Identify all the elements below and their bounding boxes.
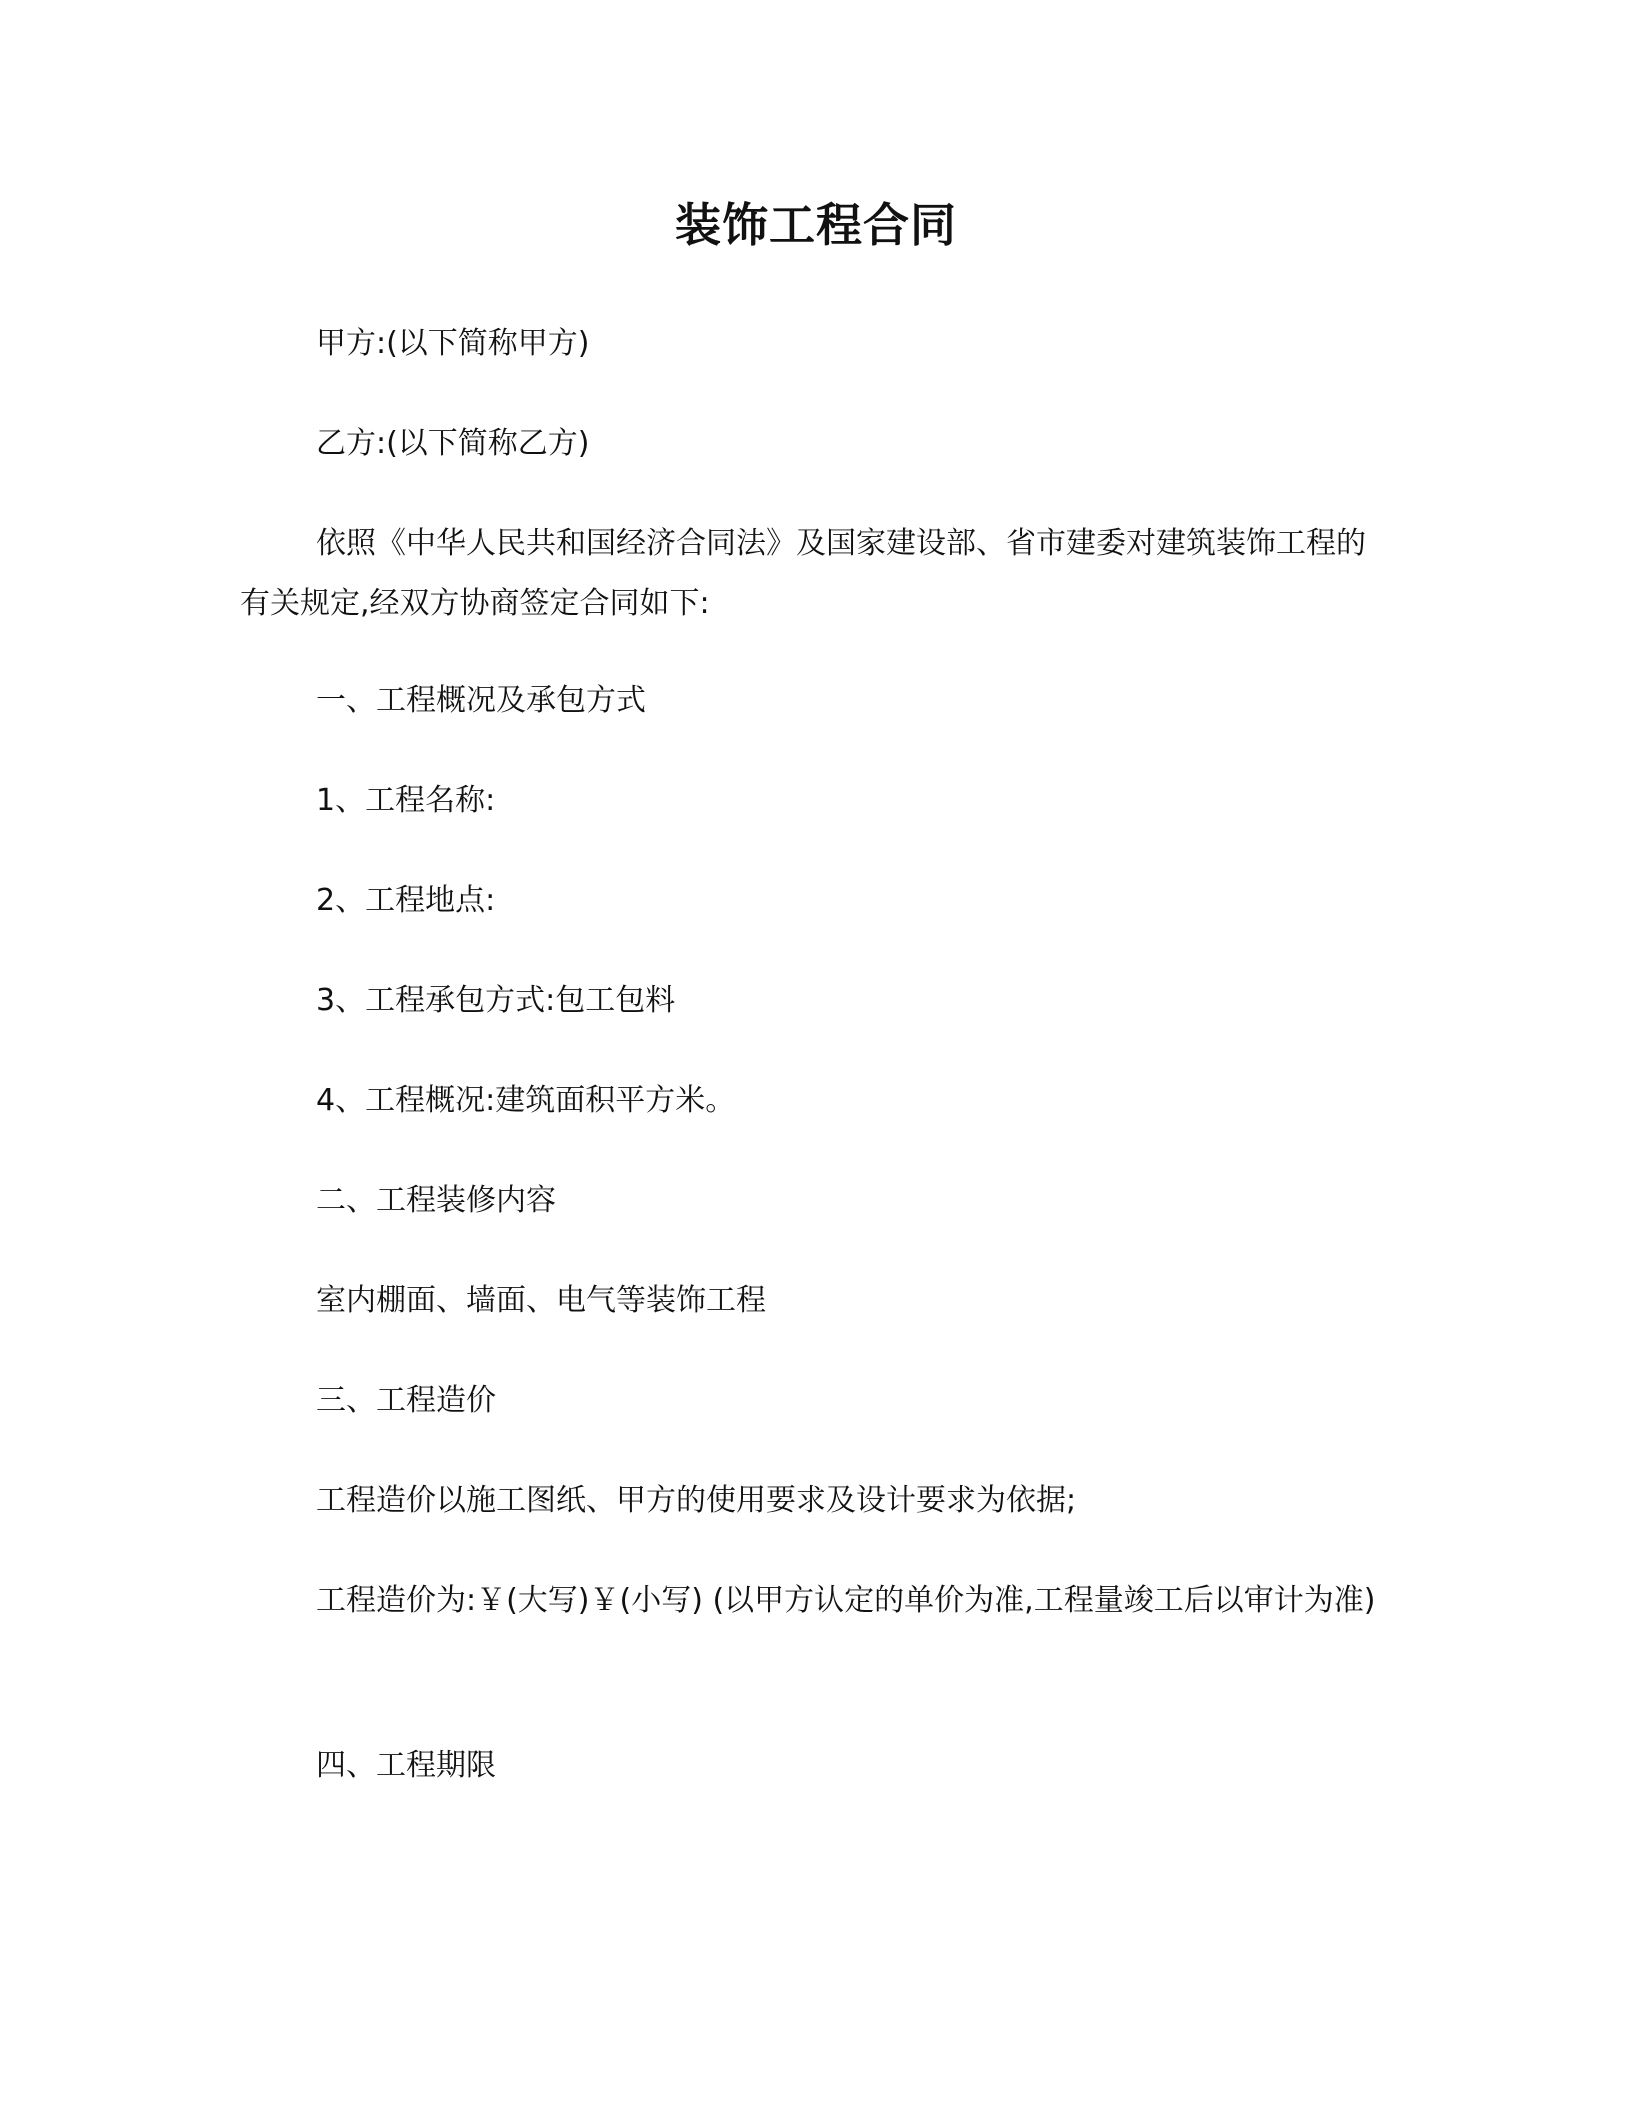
section-3-item-2: 工程造价为:￥(大写)￥(小写) (以甲方认定的单价为准,工程量竣工后以审计为准) — [316, 1583, 1376, 1618]
section-2-item-1: 室内棚面、墙面、电气等装饰工程 — [316, 1283, 766, 1318]
section-heading-1: 一、工程概况及承包方式 — [316, 683, 646, 718]
section-1-item-1: 1、工程名称: — [316, 783, 496, 818]
section-1-item-4: 4、工程概况:建筑面积平方米。 — [316, 1083, 736, 1118]
party-b-line: 乙方:(以下简称乙方) — [316, 426, 590, 461]
section-3-item-1: 工程造价以施工图纸、甲方的使用要求及设计要求为依据; — [316, 1483, 1077, 1518]
section-heading-4: 四、工程期限 — [316, 1748, 496, 1783]
party-a-line: 甲方:(以下简称甲方) — [316, 326, 590, 361]
preamble-paragraph: 依照《中华人民共和国经济合同法》及国家建设部、省市建委对建筑装饰工程的有关规定,经双方协商签定合同如下: — [240, 526, 1366, 621]
document-title: 装饰工程合同 — [675, 198, 957, 252]
section-1-item-3: 3、工程承包方式:包工包料 — [316, 983, 676, 1018]
section-heading-2: 二、工程装修内容 — [316, 1183, 556, 1218]
section-1-item-2: 2、工程地点: — [316, 883, 496, 918]
section-heading-3: 三、工程造价 — [316, 1383, 496, 1418]
